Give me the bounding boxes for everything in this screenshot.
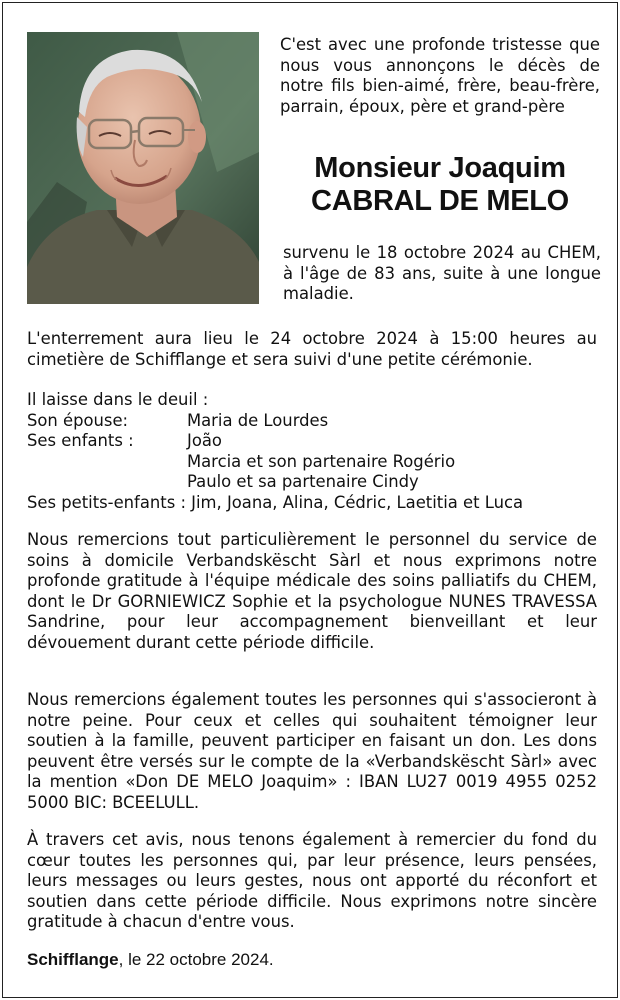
thanks-paragraph-care	[27, 530, 597, 653]
mourning-heading: Il laisse dans le deuil :	[27, 390, 209, 409]
intro-paragraph	[280, 35, 600, 117]
relative-label	[27, 452, 187, 473]
funeral-paragraph	[27, 329, 597, 370]
relative-row	[27, 411, 597, 432]
thanks-text: Nous remercions également toutes les personnes qui s'associeront à notre peine. Pour ceux et celles qui souhaitent témoigner leur soutien à la famille, peuvent participer en faisant un don. Les dons peuvent être versés sur le compte de la «Verbandskëscht Sàrl» avec la mention «Don DE MELO Joaquim» : IBAN LU27 0019 4955 0252 5000 BIC: BCEELULL.	[27, 690, 597, 812]
relative-label: Ses enfants :	[27, 431, 134, 450]
thanks-text: Nous remercions tout particulièrement le personnel du service de soins à domicile Verbandskëscht Sàrl et nous exprimons notre profonde gratitude à l'équipe médicale des soins palliatifs du CHEM, dont le Dr GORNIEWICZ Sophie et la psychologue NUNES TRAVESSA Sandrine, pour leur accompagnement bienveillant et leur dévouement durant cette période difficile.	[27, 530, 597, 652]
funeral-text: L'enterrement aura lieu le 24 octobre 2024 à 15:00 heures au cimetière de Schifflange et sera suivi d'une petite cérémonie.	[27, 329, 597, 369]
portrait-photo	[27, 32, 259, 304]
signature-line	[27, 950, 274, 970]
relative-row	[27, 431, 597, 452]
relative-name: Paulo et sa partenaire Cindy	[187, 472, 419, 491]
relative-name: Maria de Lourdes	[187, 410, 329, 430]
thanks-text: À travers cet avis, nous tenons également à remercier du fond du cœur toutes les personnes qui, par leur présence, leurs pensées, leurs messages ou leurs gestes, nous ont apporté du réconfort et soutien dans cette période difficile. Nous exprimons notre sincère gratitude à chacun d'entre vous.	[27, 830, 597, 931]
relative-name: Marcia et son partenaire Rogério	[187, 451, 456, 471]
death-details: survenu le 18 octobre 2024 au CHEM, à l'âge de 83 ans, suite à une longue maladie.	[283, 243, 601, 303]
relative-label: Son épouse:	[27, 410, 129, 430]
signature-date: , le 22 octobre 2024.	[118, 950, 274, 969]
signature-place: Schifflange	[27, 950, 119, 969]
relative-label	[27, 472, 187, 493]
name-line-last: CABRAL DE MELO	[311, 185, 569, 217]
relative-name: João	[187, 431, 222, 450]
grandchildren-line: Ses petits-enfants : Jim, Joana, Alina, Cédric, Laetitia et Luca	[27, 492, 524, 512]
thanks-paragraph-closing	[27, 830, 597, 933]
deceased-name	[265, 152, 615, 218]
relative-row	[27, 452, 597, 473]
thanks-paragraph-donation	[27, 690, 597, 813]
intro-text: C'est avec une profonde tristesse que nous vous annonçons le décès de notre fils bien-aimé, frère, beau-frère, parrain, époux, père et grand-père	[280, 35, 600, 116]
relative-row	[27, 472, 597, 493]
mourning-section	[27, 390, 597, 513]
name-line-first: Monsieur Joaquim	[314, 152, 566, 184]
